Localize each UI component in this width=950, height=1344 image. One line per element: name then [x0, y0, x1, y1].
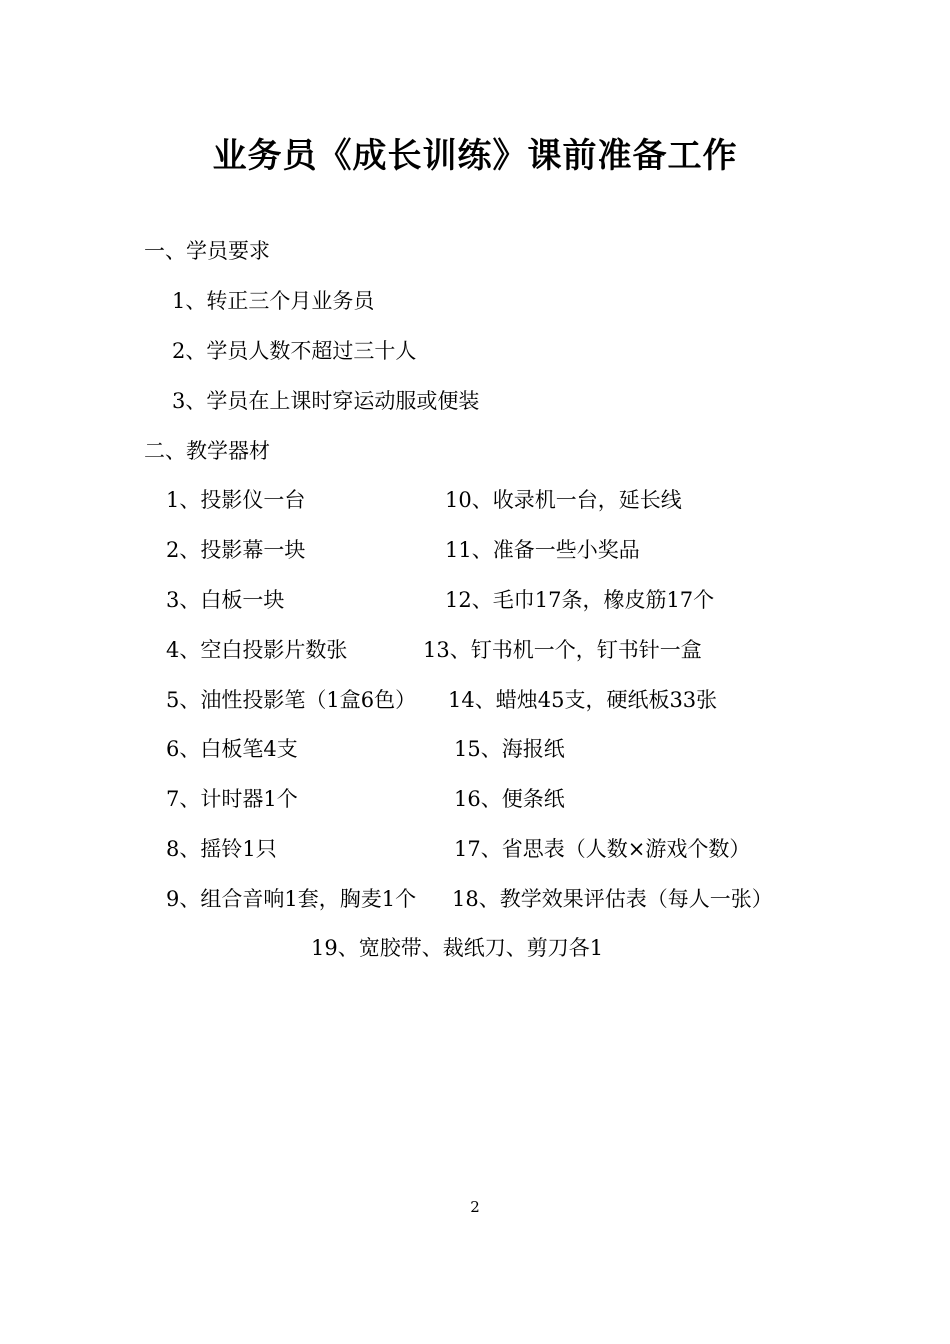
- list-item: 19、宽胶带、裁纸刀、剪刀各1: [311, 936, 604, 960]
- document-title: 业务员《成长训练》课前准备工作: [212, 136, 738, 176]
- list-item: 8、摇铃1只: [166, 837, 277, 861]
- list-item: 11、准备一些小奖品: [445, 538, 640, 562]
- list-item: 2、投影幕一块: [166, 538, 306, 562]
- list-item: 13、钉书机一个，钉书针一盒: [423, 638, 702, 662]
- list-item: 15、海报纸: [454, 737, 565, 761]
- list-item: 9、组合音响1套，胸麦1个: [166, 887, 417, 911]
- list-item: 17、省思表（人数×游戏个数）: [454, 837, 751, 861]
- list-item: 3、白板一块: [166, 588, 285, 612]
- list-item: 1、投影仪一台: [166, 488, 306, 512]
- page-number: 2: [470, 1198, 480, 1216]
- list-item: 14、蜡烛45支，硬纸板33张: [448, 688, 718, 712]
- section-heading-student-requirements: 一、学员要求: [144, 239, 270, 263]
- list-item: 10、收录机一台，延长线: [445, 488, 682, 512]
- list-item: 2、学员人数不超过三十人: [172, 339, 417, 363]
- list-item: 6、白板笔4支: [166, 737, 298, 761]
- list-item: 18、教学效果评估表（每人一张）: [452, 887, 773, 911]
- list-item: 16、便条纸: [454, 787, 565, 811]
- list-item: 4、空白投影片数张: [166, 638, 348, 662]
- list-item: 5、油性投影笔（1盒6色）: [166, 688, 417, 712]
- list-item: 1、转正三个月业务员: [172, 289, 375, 313]
- section-heading-teaching-equipment: 二、教学器材: [144, 439, 270, 463]
- list-item: 12、毛巾17条，橡皮筋17个: [445, 588, 715, 612]
- list-item: 3、学员在上课时穿运动服或便装: [172, 389, 480, 413]
- list-item: 7、计时器1个: [166, 787, 298, 811]
